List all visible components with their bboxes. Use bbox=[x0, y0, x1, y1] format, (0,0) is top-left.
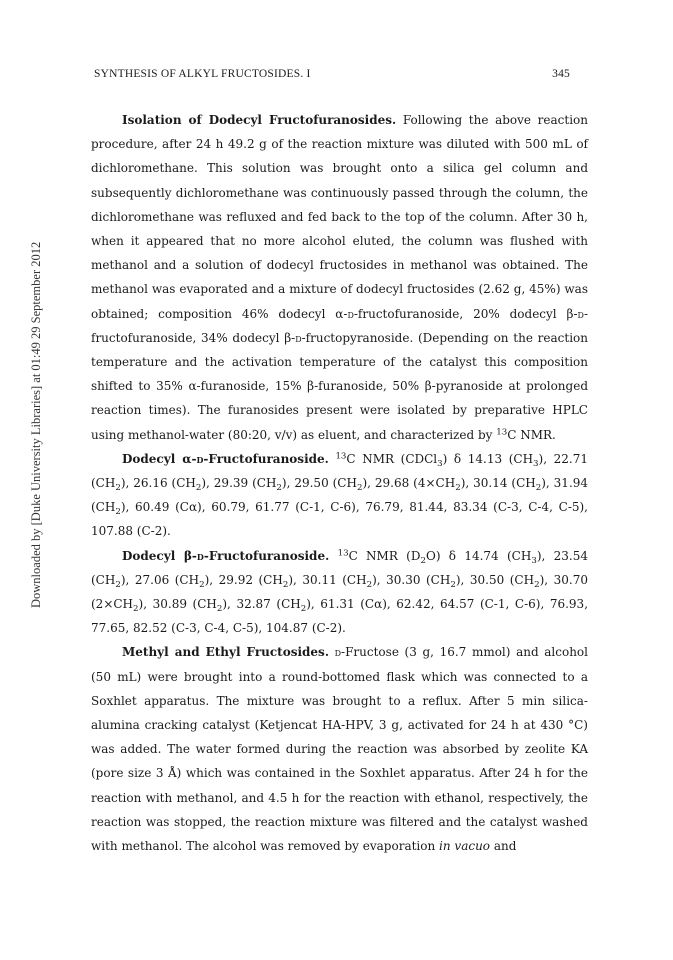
page-number: 345 bbox=[552, 68, 570, 80]
paragraph-dodecyl-isolation: Isolation of Dodecyl Fructofuranosides. Following the above reaction procedure, after 24 h 49.2 g of the reaction mixture was diluted with 500 mL of dichloromethane. This solution was brought onto a silica gel column and subsequently dichloromethane was continuously passed through the column, the dichloromethane was refluxed and fed back to the top of the column. After 30 h, when it appeared that no more alcohol eluted, the column was flushed with methanol and a solution of dodecyl fructosides in methanol was obtained. The methanol was evaporated and a mixture of dodecyl fructosides (2.62 g, 45%) was obtained; composition 46% dodecyl α-d-fructofuranoside, 20% dodecyl β-d-fructofuranoside, 34% dodecyl β-d-fructopyranoside. (Depending on the reaction temperature and the activation temperature of the catalyst this composition shifted to 35% α-furanoside, 15% β-furanoside, 50% β-pyranoside at prolonged reaction times). The furanosides present were isolated by preparative HPLC using methanol-water (80:20, v/v) as eluent, and characterized by $^{13}$C NMR. bbox=[91, 113, 588, 442]
section-heading: Dodecyl β-d-Fructofuranoside. bbox=[122, 548, 330, 563]
paragraph-methyl-ethyl: Methyl and Ethyl Fructosides. d-Fructose (3 g, 16.7 mmol) and alcohol (50 mL) were brought into a round-bottomed flask which was connected to a Soxhlet apparatus. The mixture was brought to a reflux. After 5 min silica-alumina cracking catalyst (Ketjencat HA-HPV, 3 g, activated for 24 h at 430 °C) was added. The water formed during the reaction was absorbed by zeolite KA (pore size 3 Å) which was contained in the Soxhlet apparatus. After 24 h for the reaction with methanol, and 4.5 h for the reaction with ethanol, respectively, the reaction was stopped, the reaction mixture was filtered and the catalyst washed with methanol. The alcohol was removed by evaporation in vacuo and bbox=[91, 645, 588, 854]
section-heading: Isolation of Dodecyl Fructofuranosides. bbox=[122, 113, 397, 127]
download-watermark: Downloaded by [Duke University Libraries] at 01:49 29 September 2012 bbox=[29, 241, 43, 608]
paragraph-beta-furanoside: Dodecyl β-d-Fructofuranoside. $^{13}$C NMR $(D_2O)$ δ 14.74 $(CH_3)$, 23.54 $(CH_2)$, 27.06 $(CH_2)$, 29.92 $(CH_2)$, 30.11 $(CH_2)$, 30.30 $(CH_2)$, 30.50 $(CH_2)$, 30.70 $(2\times CH_2)$, 30.89 $(CH_2)$, 32.87 $(CH_2)$, 61.31 (Cα), 62.42, 64.57 (C-1, C-6), 76.93, 77.65, 82.52 (C-3, C-4, C-5), 104.87 (C-2). bbox=[91, 547, 589, 636]
section-heading: Methyl and Ethyl Fructosides. bbox=[122, 645, 329, 660]
article-body bbox=[91, 108, 588, 858]
section-heading: Dodecyl α-d-Fructofuranoside. bbox=[122, 451, 329, 466]
running-title: SYNTHESIS OF ALKYL FRUCTOSIDES. I bbox=[94, 68, 311, 80]
paragraph-alpha-furanoside: Dodecyl α-d-Fructofuranoside. $^{13}$C NMR (CDCl$_3$) δ 14.13 $(CH_3)$, 22.71 $(CH_2)$, 26.16 $(CH_2)$, 29.39 $(CH_2)$, 29.50 $(CH_2)$, 29.68 $(4\times CH_2)$, 30.14 $(CH_2)$, 31.94 $(CH_2)$, 60.49 (Cα), 60.79, 61.77 (C-1, C-6), 76.79, 81.44, 83.34 (C-3, C-4, C-5), 107.88 (C-2). bbox=[91, 451, 589, 539]
